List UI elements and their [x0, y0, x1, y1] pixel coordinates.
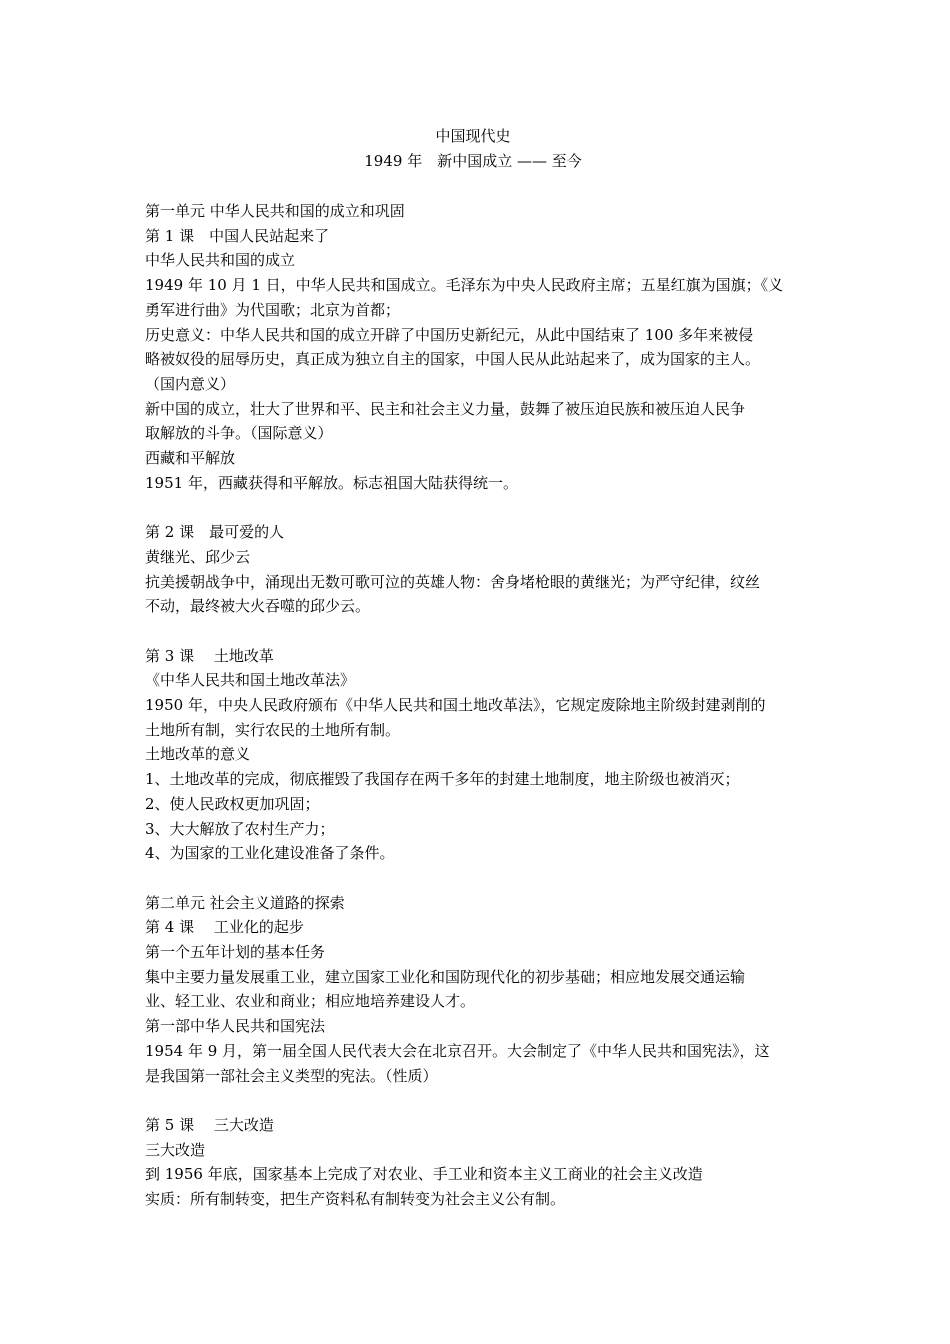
document-subtitle: 1949 年 新中国成立 —— 至今	[364, 152, 582, 170]
text-line: 第 1 课 中国人民站起来了	[145, 226, 330, 245]
text-line: 土地所有制，实行农民的土地所有制。	[145, 720, 401, 739]
text-line: 1、土地改革的完成，彻底摧毁了我国存在两千多年的封建土地制度，地主阶级也被消灭；	[145, 770, 740, 789]
blank-line	[145, 866, 813, 891]
text-line: 1950 年，中央人民政府颁布《中华人民共和国土地改革法》，它规定废除地主阶级封建剥削的	[145, 696, 766, 715]
text-line: 第一部中华人民共和国宪法	[145, 1017, 326, 1036]
blank-line	[145, 495, 813, 520]
document-body	[145, 199, 813, 1212]
text-line: 抗美援朝战争中，涌现出无数可歌可泣的英雄人物：舍身堵枪眼的黄继光；为严守纪律，纹丝	[145, 572, 761, 591]
text-line: 4、为国家的工业化建设准备了条件。	[145, 844, 395, 863]
text-line: （国内意义）	[145, 374, 236, 393]
text-line: 业、轻工业、农业和商业；相应地培养建设人才。	[145, 992, 476, 1011]
text-line: 略被奴役的屈辱历史，真正成为独立自主的国家，中国人民从此站起来了，成为国家的主人。	[145, 350, 761, 369]
text-line: 第 2 课 最可爱的人	[145, 523, 285, 542]
document-title: 中国现代史	[435, 127, 511, 145]
text-line: 取解放的斗争。（国际意义）	[145, 424, 333, 443]
text-line: 实质：所有制转变，把生产资料私有制转变为社会主义公有制。	[145, 1190, 566, 1209]
text-line: 第 3 课 土地改革	[145, 646, 274, 665]
text-line: 第一个五年计划的基本任务	[145, 943, 326, 962]
text-line: 1949 年 10 月 1 日，中华人民共和国成立。毛泽东为中央人民政府主席；五星红旗为国旗；《义	[145, 276, 784, 295]
text-line: 是我国第一部社会主义类型的宪法。（性质）	[145, 1066, 438, 1085]
text-line: 新中国的成立，壮大了世界和平、民主和社会主义力量，鼓舞了被压迫民族和被压迫人民争	[145, 399, 746, 418]
text-line: 到 1956 年底，国家基本上完成了对农业、手工业和资本主义工商业的社会主义改造	[145, 1165, 703, 1184]
text-line: 3、大大解放了农村生产力；	[145, 819, 335, 838]
text-line: 西藏和平解放	[145, 449, 236, 468]
text-line: 2、使人民政权更加巩固；	[145, 794, 320, 813]
text-line: 不动，最终被大火吞噬的邱少云。	[145, 597, 371, 616]
text-line: 《中华人民共和国土地改革法》	[145, 671, 356, 690]
text-line: 集中主要力量发展重工业，建立国家工业化和国防现代化的初步基础；相应地发展交通运输	[145, 967, 746, 986]
blank-line	[145, 1088, 813, 1113]
text-line: 1951 年，西藏获得和平解放。标志祖国大陆获得统一。	[145, 473, 518, 492]
text-line: 1954 年 9 月，第一届全国人民代表大会在北京召开。大会制定了《中华人民共和国宪法》，这	[145, 1041, 770, 1060]
text-line: 勇军进行曲》为代国歌；北京为首都；	[145, 300, 401, 319]
text-line: 第 4 课 工业化的起步	[145, 918, 304, 937]
text-line: 第 5 课 三大改造	[145, 1115, 274, 1134]
blank-line	[145, 619, 813, 644]
text-line: 历史意义：中华人民共和国的成立开辟了中国历史新纪元，从此中国结束了 100 多年来被侵	[145, 325, 754, 344]
text-line: 三大改造	[145, 1140, 206, 1159]
text-line: 土地改革的意义	[145, 745, 251, 764]
text-line: 黄继光、邱少云	[145, 547, 251, 566]
text-line: 中华人民共和国的成立	[145, 251, 296, 270]
text-line: 第一单元 中华人民共和国的成立和巩固	[145, 202, 405, 220]
text-line: 第二单元 社会主义道路的探索	[145, 893, 345, 912]
